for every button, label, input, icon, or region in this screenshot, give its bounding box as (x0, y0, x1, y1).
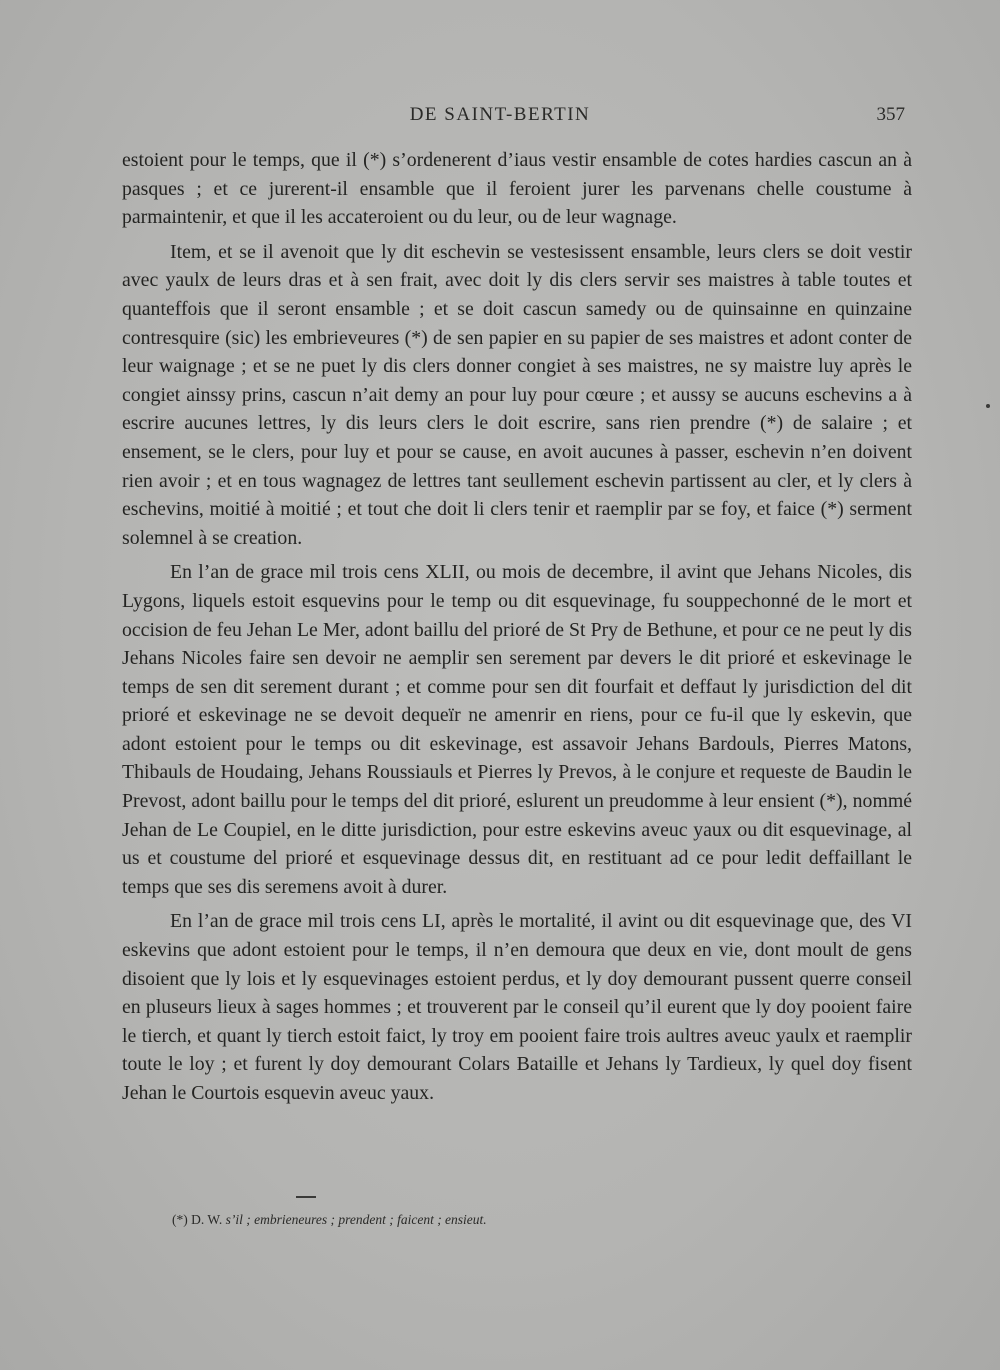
paragraph-4: En l’an de grace mil trois cens LI, après le mortalité, il avint ou dit esquevinage que, des VI eskevins que adont estoient pour le temps, il n’en demoura que deux en vie, dont moult de gens disoient que ly lois et ly esquevinages estoient perdus, et ly doy demourant pussent querre conseil en pluseurs lieux à sages hommes ; et trouverent par le conseil qu’il eurent que ly doy pooient faire le tierch, et quant ly tierch estoit faict, ly troy em pooient faire trois aultres aveuc yaulx et raemplir toute le loy ; et furent ly doy demourant Colars Bataille et Jehans ly Tardieux, ly quel doy fisent Jehan le Courtois esquevin aveuc yaux. (122, 910, 912, 1104)
paragraph-1: estoient pour le temps, que il (*) s’ordenerent d’iaus vestir ensamble de cotes hardies cascun an à pasques ; et ce jurerent-il ensamble que il feroient jurer les parvenans chelle coustume à parmaintenir, et que il les accateroient ou du leur, ou de leur wagnage. (122, 149, 912, 229)
paragraph-2: Item, et se il avenoit que ly dit eschevin se vestesissent ensamble, leurs clers se doit vestir avec yaulx de leurs dras et à sen frait, avec doit ly dis clers servir ses maistres à table toutes et quanteffois que il seront ensamble ; et se doit cascun samedy ou de quinsainne en quinzaine contresquire (sic) les embrieveures (*) de sen papier en su papier de ses maistres et adont conter de leur waignage ; et se ne puet ly dis clers donner congiet à ses maistres, ne sy maistre luy après le congiet ainssy prins, cascun n’ait demy an pour luy pour cœure ; et aussy se aucuns eschevins a à escrire aucunes lettres, ly dis leurs clers le doit escrire, sans rien prendre (*) de salaire ; et ensement, se le clers, pour luy et pour se cause, en avoit aucunes à passer, eschevin n’en doivent rien avoir ; et en tous wagnagez de lettres tant seullement eschevin partissent au cler, et ly clers à eschevins, moitié à moitié ; et tout che doit li clers tenir et raemplir par se foy, et faice (*) serment solemnel à se creation. (122, 240, 912, 549)
footnote-rule (296, 1196, 316, 1198)
paragraph-3: En l’an de grace mil trois cens XLII, ou mois de decembre, il avint que Jehans Nicoles, dis Lygons, liquels estoit esquevins pour le temp ou dit esquevinage, fu souppechonné de le mort et occision de feu Jehan Le Mer, adont baillu del prioré de St Pry de Bethune, et pour ce ne peut ly dis Jehans Nicoles faire sen devoir ne aemplir sen serement par devers le dit prioré et eskevinage le temps de sen dit serement durant ; et comme pour sen dit fourfait et deffaut ly jurisdiction del dit prioré et eskevinage ne se devoit dequeïr ne amenrir en riens, pour ce fu-il que ly eskevin, que adont estoient pour le temps ou dit eskevinage, est assavoir Jehans Bardouls, Pierres Matons, Thibauls de Houdaing, Jehans Roussiauls et Pierres ly Prevos, à le conjure et requeste de Baudin le Prevost, adont baillu pour le temps del dit prioré, eslurent un preudomme à leur ensient (*), nommé Jehan de Le Coupiel, en le ditte jurisdiction, pour estre eskevins aveuc yaux ou dit esquevinage, al us et coustume del prioré et esquevinage dessus dit, en restituant ad ce pour ledit deffaillant le temps que ses dis seremens avoit à durer. (122, 561, 912, 898)
running-title: DE SAINT-BERTIN (409, 104, 591, 125)
body-text (122, 146, 912, 1114)
page-speck (986, 404, 990, 408)
footnote-text: s’il ; embrieneures ; prendent ; faicent ; ensieut. (225, 1212, 487, 1227)
page-number: 357 (876, 104, 905, 125)
footnote-marker: (*) D. W. (172, 1212, 223, 1227)
footnote (172, 1212, 487, 1228)
